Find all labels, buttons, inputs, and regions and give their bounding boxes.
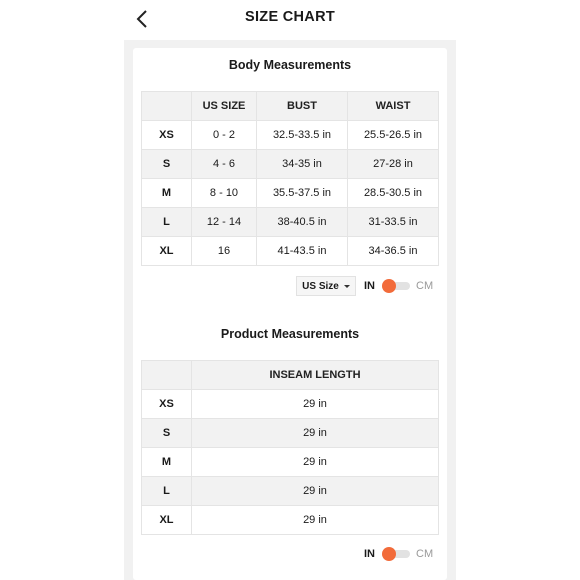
column-header-bust: BUST: [257, 92, 348, 121]
us-size-cell: 8 - 10: [192, 179, 257, 208]
table-row: [142, 208, 439, 237]
toggle-knob: [382, 279, 396, 293]
size-cell: M: [142, 179, 192, 208]
size-cell: S: [142, 150, 192, 179]
inseam-cell: 29 in: [192, 448, 439, 477]
page-title: SIZE CHART: [245, 9, 335, 25]
bust-cell: 38-40.5 in: [257, 208, 348, 237]
inseam-cell: 29 in: [192, 477, 439, 506]
waist-cell: 25.5-26.5 in: [348, 121, 439, 150]
bust-cell: 41-43.5 in: [257, 237, 348, 266]
us-size-cell: 0 - 2: [192, 121, 257, 150]
us-size-cell: 12 - 14: [192, 208, 257, 237]
product-measurements-title: Product Measurements: [220, 327, 360, 341]
body-measurements-controls: [296, 276, 433, 296]
size-cell: XL: [142, 506, 192, 535]
table-row: [142, 237, 439, 266]
bust-cell: 32.5-33.5 in: [257, 121, 348, 150]
size-cell: XL: [142, 237, 192, 266]
size-cell: S: [142, 419, 192, 448]
table-header-row: [142, 92, 439, 121]
table-row: [142, 179, 439, 208]
size-cell: M: [142, 448, 192, 477]
inseam-cell: 29 in: [192, 419, 439, 448]
size-system-select[interactable]: [296, 276, 356, 296]
product-measurements-table: [141, 360, 439, 535]
table-row: [142, 448, 439, 477]
product-measurements-controls: [364, 544, 433, 564]
table-row: [142, 390, 439, 419]
table-row: [142, 121, 439, 150]
unit-label-cm: CM: [416, 280, 434, 292]
toggle-knob: [382, 547, 396, 561]
table-row: [142, 506, 439, 535]
inseam-cell: 29 in: [192, 390, 439, 419]
size-cell: XS: [142, 390, 192, 419]
unit-label-in: IN: [364, 280, 375, 292]
table-row: [142, 419, 439, 448]
column-header-waist: WAIST: [348, 92, 439, 121]
unit-toggle[interactable]: [382, 547, 410, 561]
size-cell: L: [142, 477, 192, 506]
waist-cell: 28.5-30.5 in: [348, 179, 439, 208]
body-measurements-title: Body Measurements: [228, 58, 352, 72]
body-measurements-table: [141, 91, 439, 266]
table-row: [142, 150, 439, 179]
caret-down-icon: [344, 285, 350, 288]
unit-label-cm: CM: [416, 548, 434, 560]
size-system-value: US Size: [302, 280, 339, 292]
inseam-cell: 29 in: [192, 506, 439, 535]
waist-cell: 27-28 in: [348, 150, 439, 179]
table-header-row: [142, 361, 439, 390]
waist-cell: 34-36.5 in: [348, 237, 439, 266]
column-header-inseam: INSEAM LENGTH: [192, 361, 439, 390]
size-cell: L: [142, 208, 192, 237]
column-header: [142, 361, 192, 390]
table-row: [142, 477, 439, 506]
bust-cell: 34-35 in: [257, 150, 348, 179]
bust-cell: 35.5-37.5 in: [257, 179, 348, 208]
column-header-us-size: US SIZE: [192, 92, 257, 121]
column-header: [142, 92, 192, 121]
app-header: [0, 0, 580, 40]
us-size-cell: 16: [192, 237, 257, 266]
waist-cell: 31-33.5 in: [348, 208, 439, 237]
unit-label-in: IN: [364, 548, 375, 560]
us-size-cell: 4 - 6: [192, 150, 257, 179]
size-cell: XS: [142, 121, 192, 150]
unit-toggle[interactable]: [382, 279, 410, 293]
